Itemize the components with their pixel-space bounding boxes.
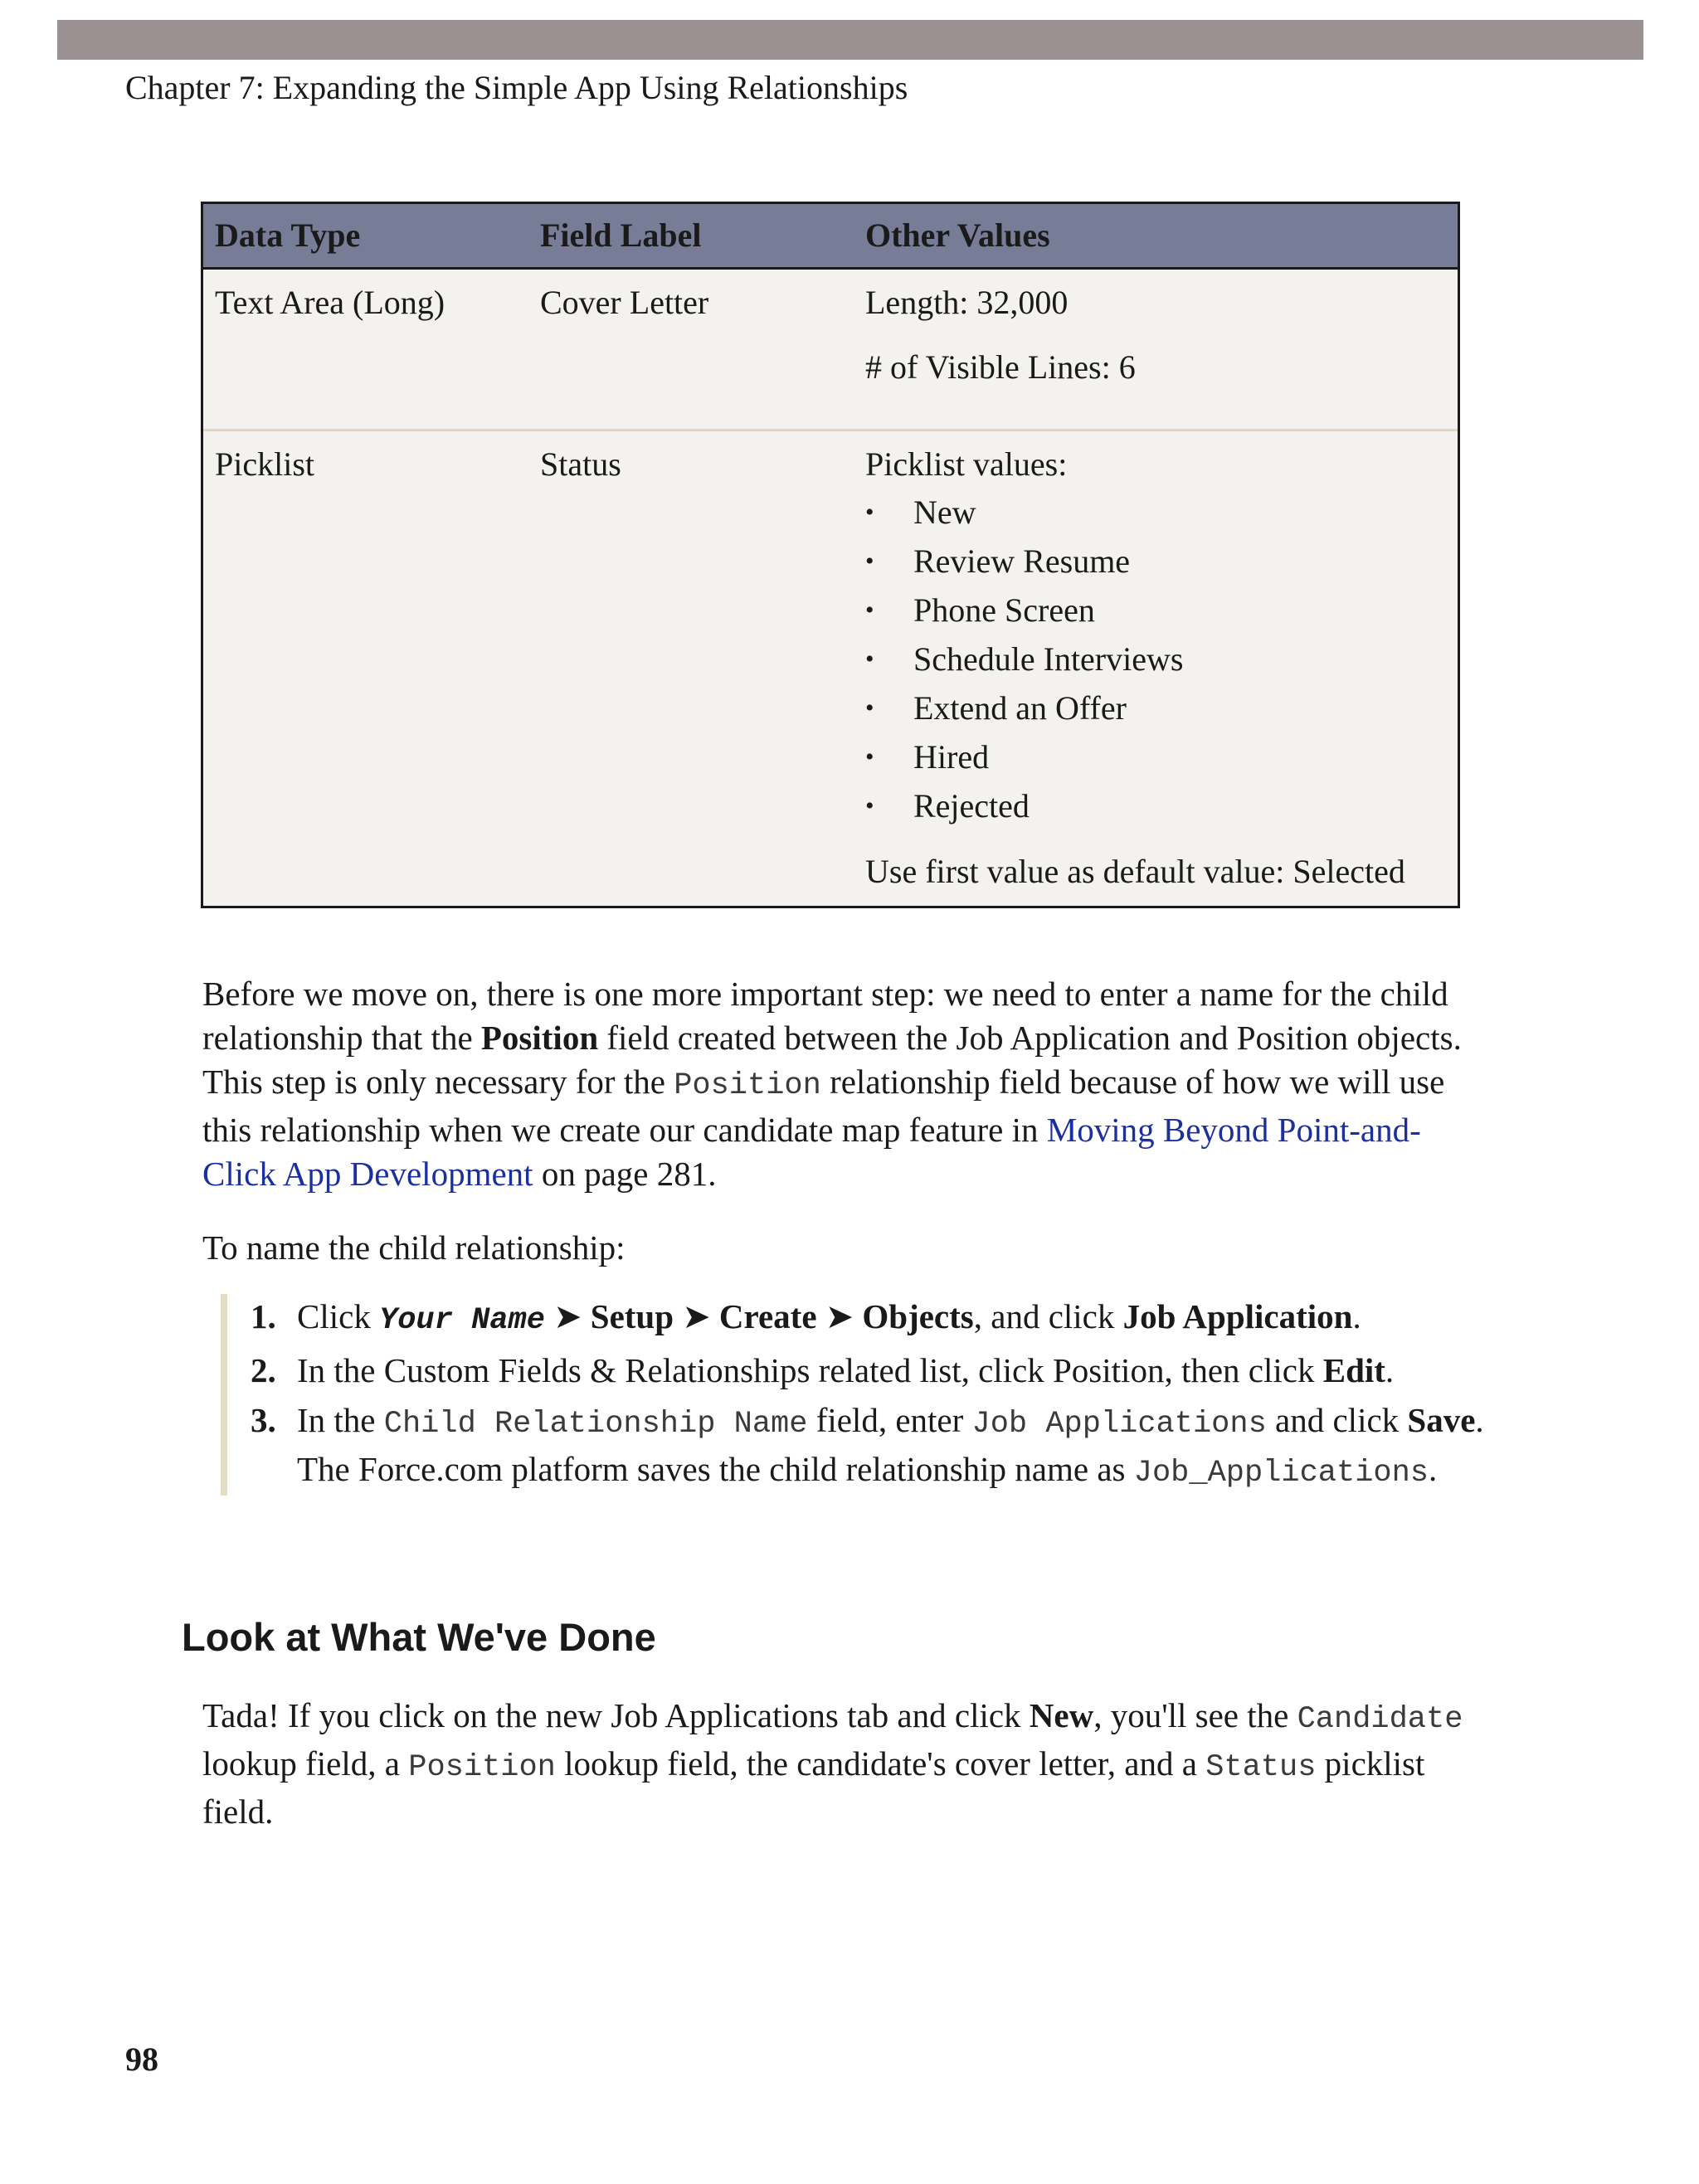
steps-list (251, 1294, 1495, 1496)
table-row (203, 270, 1458, 431)
cell-data-type: Text Area (Long) (215, 284, 445, 321)
column-header-field-label: Field Label (540, 216, 702, 254)
list-item: • Phone Screen (865, 586, 1458, 635)
list-item: • New (865, 488, 1458, 537)
steps-intro: To name the child relationship: (202, 1228, 626, 1267)
chapter-link[interactable]: Moving Beyond Point-and-Click App Development (202, 1111, 1421, 1193)
column-header-other-values: Other Values (865, 216, 1050, 254)
list-item: • Schedule Interviews (865, 635, 1458, 683)
column-header-data-type: Data Type (215, 216, 361, 254)
step-item: 2. In the Custom Fields & Relationships related list, click Position, then click Edit. (251, 1351, 1395, 1389)
value-visible-lines: # of Visible Lines: 6 (865, 348, 1136, 386)
table-header-row (203, 204, 1458, 270)
cell-other-values (854, 270, 1458, 429)
intro-paragraph: Before we move on, there is one more important step: we need to enter a name for the child relationship that the Position field created between the Job Application and Position objects. This step is only necessary for the Position relationship field because of how we will use this relationship when we create our candidate map feature in Moving Beyond Point-and-Click App Development on page 281. (202, 975, 1462, 1193)
step-item: 1. Click Your Name ➤ Setup ➤ Create ➤ Objects, and click Job Application. (251, 1297, 1361, 1338)
running-head: Chapter 7: Expanding the Simple App Using Relationships (125, 69, 908, 106)
cell-field-label: Status (540, 445, 621, 483)
step-item: 3. In the Child Relationship Name field, enter Job Applications and click Save. The Force.com platform saves the child relationship name as Job_Applications. (251, 1401, 1484, 1491)
header-bar (57, 20, 1643, 60)
cell-data-type: Picklist (215, 445, 315, 483)
cell-field-label: Cover Letter (540, 284, 709, 321)
list-item: • Review Resume (865, 537, 1458, 586)
steps-box (221, 1294, 1495, 1496)
list-item: • Extend an Offer (865, 683, 1458, 732)
summary-paragraph: Tada! If you click on the new Job Applications tab and click New, you'll see the Candidate lookup field, a Position lookup field, the candidate's cover letter, and a Status picklist field. (202, 1696, 1463, 1831)
default-value-note: Use first value as default value: Selected (865, 853, 1405, 890)
section-heading: Look at What We've Done (182, 1615, 656, 1659)
page-number: 98 (125, 2041, 158, 2078)
value-length: Length: 32,000 (865, 284, 1069, 321)
list-item: • Rejected (865, 781, 1458, 830)
table-row (203, 431, 1458, 906)
list-item: • Hired (865, 732, 1458, 781)
picklist-intro: Picklist values: (865, 445, 1068, 483)
cell-other-values (854, 431, 1458, 906)
field-table (201, 202, 1460, 908)
picklist-options (865, 488, 1458, 830)
